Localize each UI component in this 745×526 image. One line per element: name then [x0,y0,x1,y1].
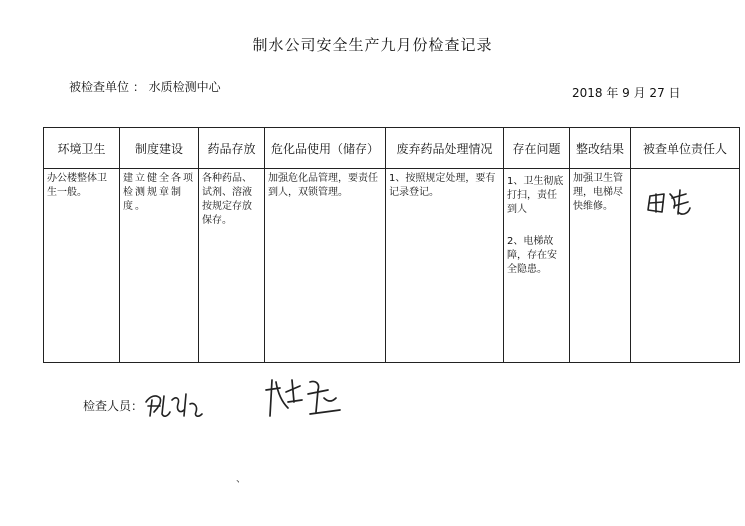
header-responsible: 被查单位责任人 [631,128,740,169]
header-system: 制度建设 [120,128,199,169]
problem-item: 2、电梯故障，存在安全隐患。 [507,236,557,275]
inspected-unit-label: 被检查单位 ： [69,80,145,94]
inspected-unit [69,78,221,95]
table-header-row [44,128,740,169]
cell-rectification: 加强卫生管理，电梯尽快维修。 [570,169,631,363]
signature-inspector-1 [140,388,210,422]
cell-responsible-signature [631,169,740,363]
inspection-table [43,127,740,363]
header-problems: 存在问题 [504,128,570,169]
cell-hazardous: 加强危化品管理，要责任到人，双锁管理。 [265,169,386,363]
signature-responsible-person [634,172,734,232]
footer-mark: 、 [236,474,246,485]
header-storage: 药品存放 [199,128,265,169]
header-environment: 环境卫生 [44,128,120,169]
problem-item: 1、卫生彻底打扫，责任到人 [507,176,564,215]
cell-problems [504,169,570,363]
cell-environment: 办公楼整体卫生一般。 [44,169,120,363]
cell-storage: 各种药品、试剂、溶液按规定存放保存。 [199,169,265,363]
cell-system: 建立健全各项检测规章制度。 [120,169,199,363]
header-rectification: 整改结果 [570,128,631,169]
signature-inspector-2 [262,372,362,422]
header-waste: 废弃药品处理情况 [386,128,504,169]
inspector-label: 检查人员： [83,399,144,413]
table-row [44,169,740,363]
inspection-date: 2018 年 9 月 27 日 [572,86,681,100]
inspected-unit-value: 水质检测中心 [148,80,221,94]
header-hazardous: 危化品使用（储存） [265,128,386,169]
cell-waste: 1、按照规定处理，要有记录登记。 [386,169,504,363]
document-title: 制水公司安全生产九月份检查记录 [252,36,493,54]
